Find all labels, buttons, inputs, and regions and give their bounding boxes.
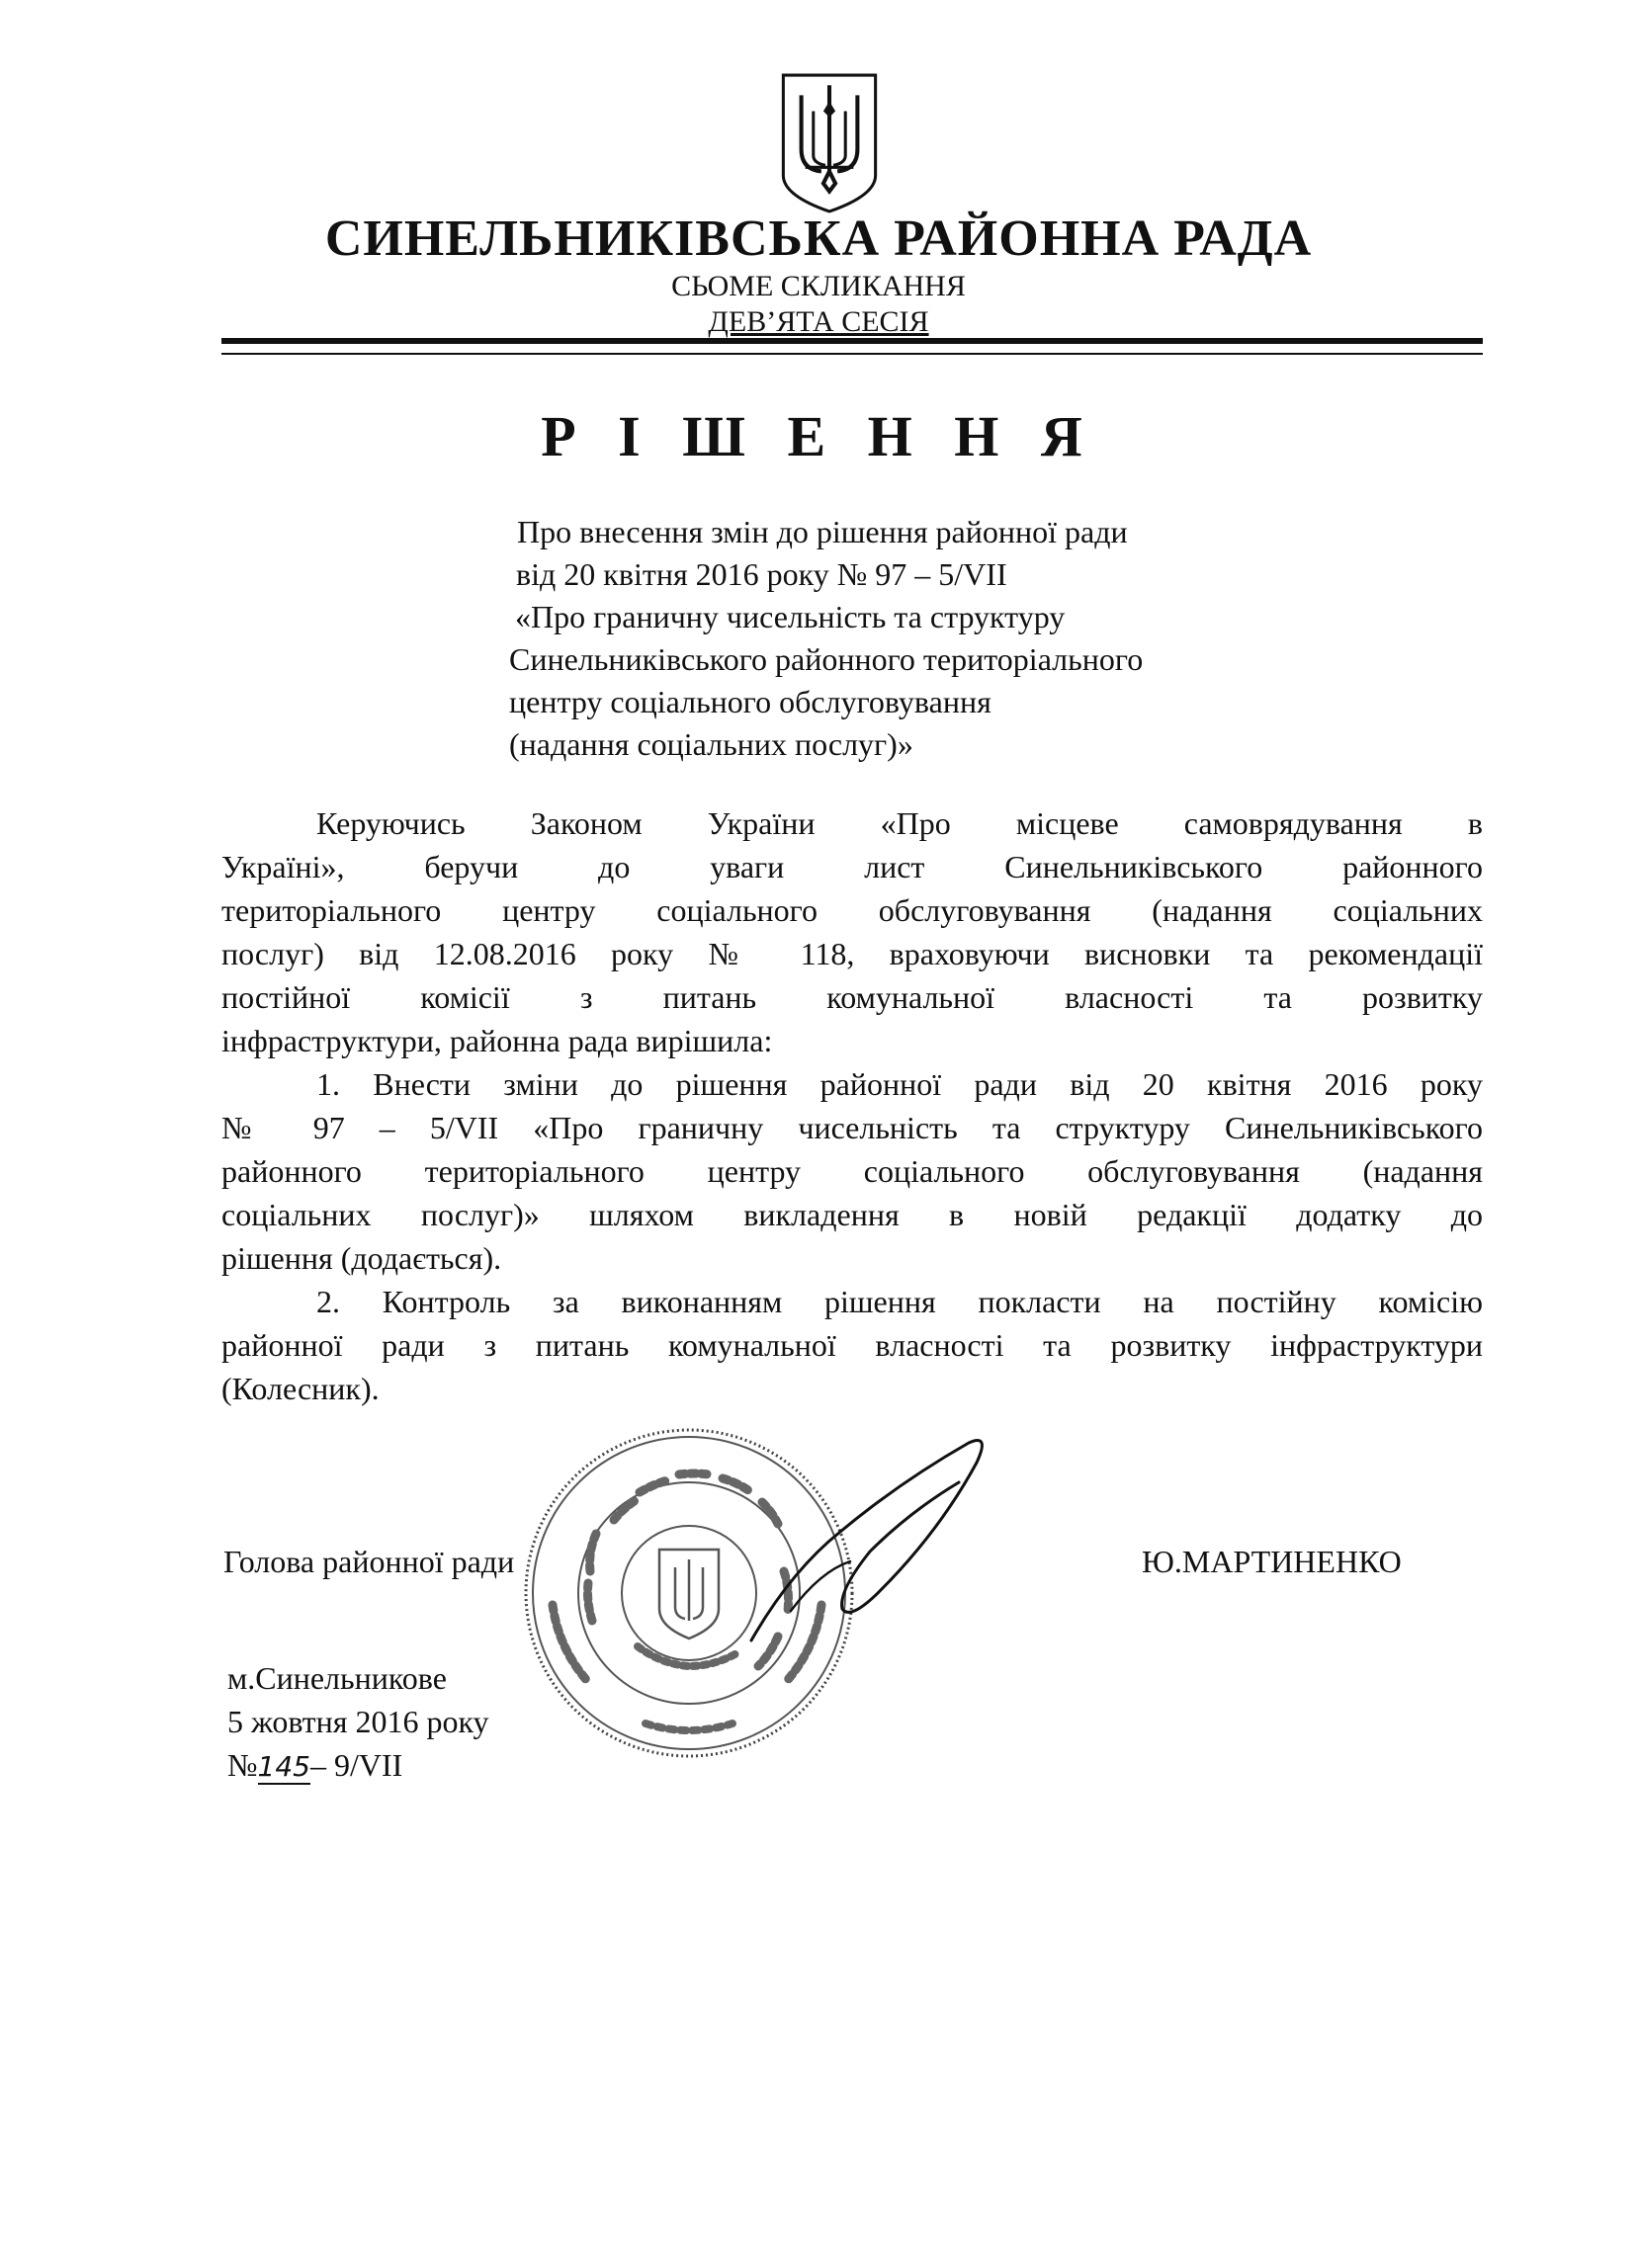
signatory-name: Ю.МАРТИНЕНКО <box>1142 1544 1402 1579</box>
decision-date: 5 жовтня 2016 року <box>227 1704 489 1739</box>
council-name: СИНЕЛЬНИКІВСЬКА РАЙОННА РАДА <box>324 210 1313 267</box>
body-line: районного територіального центру соціального обслуговування (надання <box>221 1153 1483 1189</box>
subject-line: Про внесення змін до рішення районної ради <box>517 514 1128 549</box>
body-line: соціальних послуг)» шляхом викладення в новій редакції додатку до <box>221 1197 1483 1232</box>
number-suffix: – 9/VII <box>309 1747 403 1783</box>
subject-line: від 20 квітня 2016 року № 97 – 5/VII <box>516 556 1007 592</box>
session: ДЕВ’ЯТА СЕСІЯ <box>708 305 929 338</box>
decision-number <box>227 1747 402 1784</box>
city: м.Синельникове <box>227 1660 447 1696</box>
body-line: районної ради з питань комунальної власності та розвитку інфраструктури <box>221 1327 1483 1363</box>
body-line: постійної комісії з питань комунальної власності та розвитку <box>221 979 1483 1015</box>
body-line: послуг) від 12.08.2016 року № 118, враховуючи висновки та рекомендації <box>221 936 1483 971</box>
convocation: СЬОМЕ СКЛИКАННЯ <box>671 270 966 302</box>
subject-line: Синельниківського районного територіального <box>509 641 1144 677</box>
document-type: Р І Ш Е Н Н Я <box>541 404 1096 468</box>
body-line: інфраструктури, районна рада вирішила: <box>221 1023 773 1058</box>
body-line: рішення (додається). <box>221 1240 502 1276</box>
handwritten-signature <box>732 1423 998 1660</box>
body-line: територіального центру соціального обслуговування (надання соціальних <box>221 892 1483 928</box>
body-line: 2. Контроль за виконанням рішення покласти на постійну комісію <box>316 1284 1483 1319</box>
number-prefix: № <box>227 1747 258 1783</box>
body-line: № 97 – 5/VII «Про граничну чисельність та структуру Синельниківського <box>221 1110 1483 1145</box>
subject-line: «Про граничну чисельність та структуру <box>515 599 1066 634</box>
body-line: 1. Внести зміни до рішення районної ради від 20 квітня 2016 року <box>316 1066 1483 1102</box>
subject-line: центру соціального обслуговування <box>509 684 991 719</box>
signatory-position: Голова районної ради <box>223 1544 515 1579</box>
body-line: Керуючись Законом України «Про місцеве самоврядування в <box>316 805 1483 841</box>
handwritten-number: 145 <box>257 1750 310 1783</box>
body-line: Україні», беручи до уваги лист Синельниківського районного <box>221 849 1483 884</box>
header-divider <box>221 338 1483 355</box>
subject-line: (надання соціальних послуг)» <box>509 726 913 762</box>
trident-emblem-icon <box>779 71 880 215</box>
body-line: (Колесник). <box>221 1371 380 1406</box>
